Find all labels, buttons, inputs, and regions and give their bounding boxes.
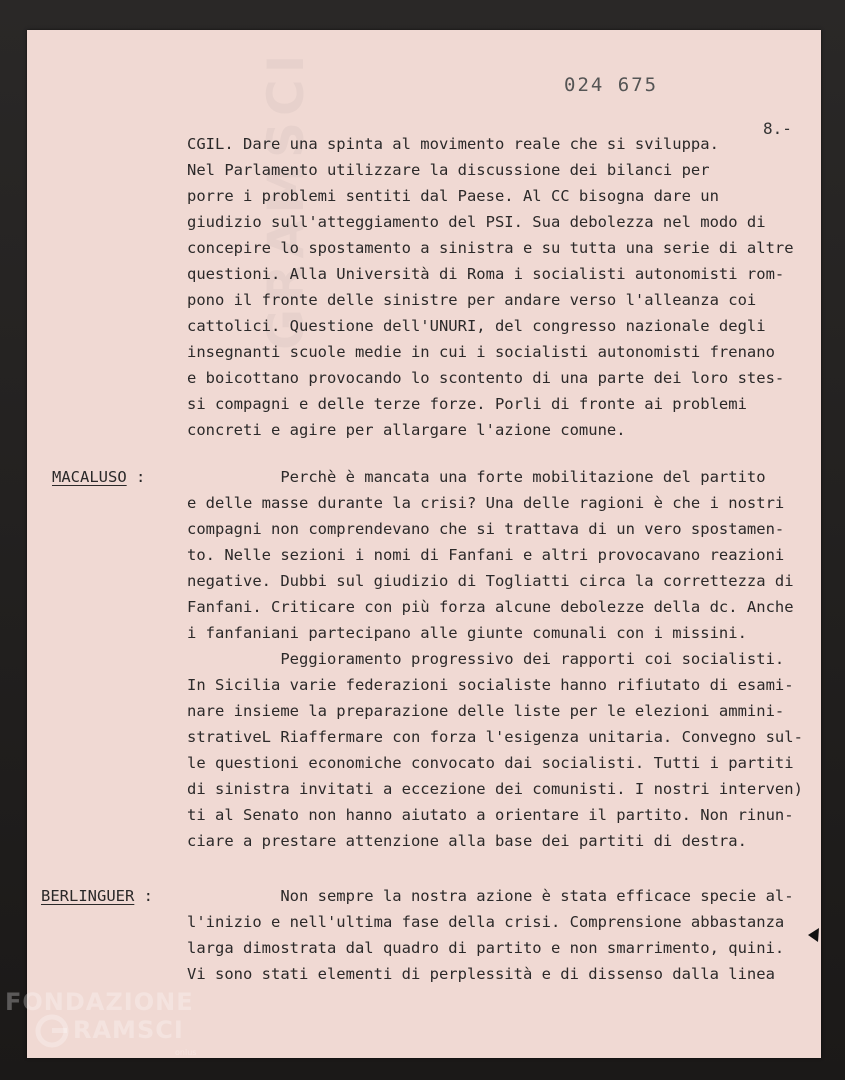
- text-line: concepire lo spostamento a sinistra e su tutta una serie di altre: [187, 239, 794, 257]
- text-line: e boicottano provocando lo scontento di una parte dei loro stes-: [187, 369, 785, 387]
- text-line: nare insieme la preparazione delle liste per le elezioni ammini-: [187, 702, 785, 720]
- text-line: si compagni e delle terze forze. Porli di fronte ai problemi: [187, 395, 747, 413]
- text-line: compagni non comprendevano che si trattava di un vero spostamen-: [187, 520, 785, 538]
- text-line: Non sempre la nostra azione è stata efficace specie al-: [187, 887, 794, 905]
- text-line: negative. Dubbi sul giudizio di Togliatti circa la correttezza di: [187, 572, 794, 590]
- logo-g-icon: [35, 1014, 69, 1048]
- text-line: concreti e agire per allargare l'azione comune.: [187, 421, 626, 439]
- text-line: di sinistra invitati a eccezione dei comunisti. I nostri interven): [187, 780, 803, 798]
- text-line: i fanfaniani partecipano alle giunte comunali con i missini.: [187, 624, 747, 642]
- logo-text-line3: onlus: [175, 1048, 197, 1057]
- page-number: 8.-: [763, 119, 792, 138]
- text-line: Fanfani. Criticare con più forza alcune debolezze della dc. Anche: [187, 598, 794, 616]
- speaker-name: MACALUSO: [52, 468, 127, 486]
- logo-text-line1: FONDAZIONE: [5, 988, 194, 1016]
- speaker-label-macaluso: [52, 467, 145, 487]
- text-line: Nel Parlamento utilizzare la discussione dei bilanci per: [187, 161, 710, 179]
- text-line: porre i problemi sentiti dal Paese. Al CC bisogna dare un: [187, 187, 719, 205]
- text-line: giudizio sull'atteggiamento del PSI. Sua debolezza nel modo di: [187, 213, 766, 231]
- text-line: ti al Senato non hanno aiutato a orientare il partito. Non rinun-: [187, 806, 794, 824]
- text-line: to. Nelle sezioni i nomi di Fanfani e altri provocavano reazioni: [187, 546, 785, 564]
- text-line: CGIL. Dare una spinta al movimento reale che si sviluppa.: [187, 135, 719, 153]
- text-line: In Sicilia varie federazioni socialiste hanno rifiutato di esami-: [187, 676, 794, 694]
- text-line: cattolici. Questione dell'UNURI, del congresso nazionale degli: [187, 317, 766, 335]
- document-page: [27, 30, 821, 1058]
- speaker-colon: :: [126, 468, 146, 486]
- text-line: pono il fronte delle sinistre per andare verso l'alleanza coi: [187, 291, 757, 309]
- speaker-name: BERLINGUER: [41, 887, 135, 905]
- ink-mark-icon: [806, 926, 821, 944]
- text-line: l'inizio e nell'ultima fase della crisi. Comprensione abbastanza: [187, 913, 785, 931]
- vertical-watermark: GRAMSCI: [257, 48, 315, 350]
- text-line: Vi sono stati elementi di perplessità e di dissenso dalla linea: [187, 965, 775, 983]
- text-line: Peggioramento progressivo dei rapporti coi socialisti.: [187, 650, 785, 668]
- text-line: Perchè è mancata una forte mobilitazione del partito: [187, 468, 766, 486]
- logo-text-line2: RAMSCI: [73, 1016, 184, 1044]
- speaker-label-berlinguer: [41, 886, 153, 906]
- text-line: e delle masse durante la crisi? Una delle ragioni è che i nostri: [187, 494, 785, 512]
- text-line: strativeL Riaffermare con forza l'esigenza unitaria. Convegno sul-: [187, 728, 803, 746]
- text-line: ciare a prestare attenzione alla base dei partiti di destra.: [187, 832, 747, 850]
- body-text: [27, 30, 821, 1058]
- fondazione-gramsci-logo: [5, 988, 205, 1068]
- speaker-colon: :: [134, 887, 153, 905]
- text-line: questioni. Alla Università di Roma i socialisti autonomisti rom-: [187, 265, 785, 283]
- text-line: larga dimostrata dal quadro di partito e non smarrimento, quini.: [187, 939, 785, 957]
- document-number: 024 675: [564, 74, 659, 96]
- text-line: le questioni economiche convocato dai socialisti. Tutti i partiti: [187, 754, 794, 772]
- text-line: insegnanti scuole medie in cui i socialisti autonomisti frenano: [187, 343, 775, 361]
